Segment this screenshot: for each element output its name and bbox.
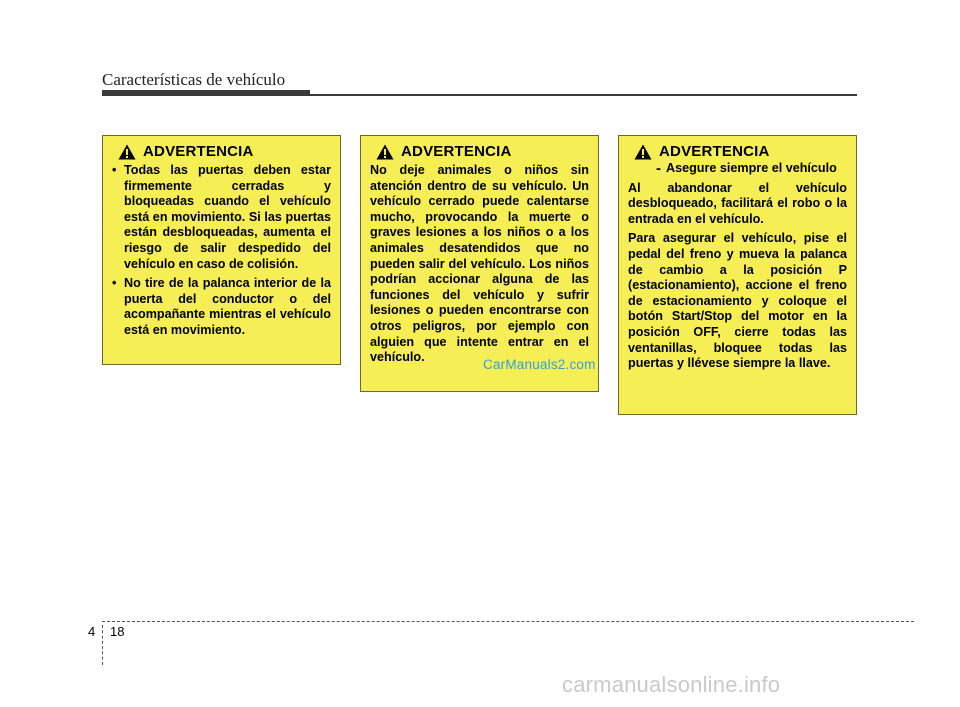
site-footer-text: carmanualsonline.info: [562, 672, 781, 697]
warning-box-children-animals: [360, 135, 599, 392]
warning-triangle-icon: [634, 144, 652, 160]
warning-heading: [118, 144, 331, 160]
page-number: 18: [110, 624, 125, 639]
page-chapter-number: 4: [88, 624, 96, 639]
warning-paragraph: No deje animales o niños sin atención dentro de su vehículo. Un vehículo cerrado puede calentarse mucho, provocando la muerte o graves lesiones a los niños o a los animales desatendidos que no pueden salir del vehículo. Los niños podrían accionar alguna de las funciones del vehículo y sufrir lesiones o pueden encontrarse con otros peligros, por ejemplo con alguien que intente entrar en el vehículo.: [370, 163, 589, 365]
subheading-text: Asegure siempre el vehículo: [666, 161, 837, 175]
footer-dashed-divider: [102, 625, 103, 665]
warning-heading: [376, 144, 589, 160]
footer-dashed-rule: [102, 621, 914, 622]
bullet-dot: •: [112, 163, 117, 177]
page-header-title: Características de vehículo: [102, 70, 286, 89]
bullet-dot: •: [112, 276, 117, 291]
bullet-text: Todas las puertas deben estar firmemente cerradas y bloqueadas cuando el vehículo está en movimiento. Si las puertas están desbloqueadas, aumenta el riesgo de salir despedido del vehículo en caso de colisión.: [124, 163, 331, 271]
warning-title: ADVERTENCIA: [659, 143, 770, 161]
header-rule-thin: [102, 94, 857, 96]
warning-paragraph: Para asegurar el vehículo, pise el pedal del freno y mueva la palanca de cambio a la posición P (estacionamiento), accione el freno de estacionamiento y coloque el botón Start/Stop del motor en la posición OFF, cierre todas las ventanillas, bloquee todas las puertas y llévese siempre la llave.: [628, 231, 847, 371]
warning-paragraph: Al abandonar el vehículo desbloqueado, facilitará el robo o la entrada en el vehículo.: [628, 180, 847, 226]
bullet-text: No tire de la palanca interior de la puerta del conductor o del acompañante mientras el vehículo está en movimiento.: [124, 276, 331, 337]
warning-box-doors: [102, 135, 341, 365]
warning-bullet: [112, 163, 331, 272]
warning-heading: [634, 144, 847, 160]
warning-triangle-icon: [376, 144, 394, 160]
dash-marker: -: [656, 160, 661, 177]
warning-box-secure-vehicle: [618, 135, 857, 415]
warning-subheading: [656, 161, 847, 177]
warning-title: ADVERTENCIA: [143, 143, 254, 161]
warning-triangle-icon: [118, 144, 136, 160]
warning-bullet: [112, 276, 331, 338]
warning-title: ADVERTENCIA: [401, 143, 512, 161]
watermark-text: CarManuals2.com: [483, 357, 596, 372]
